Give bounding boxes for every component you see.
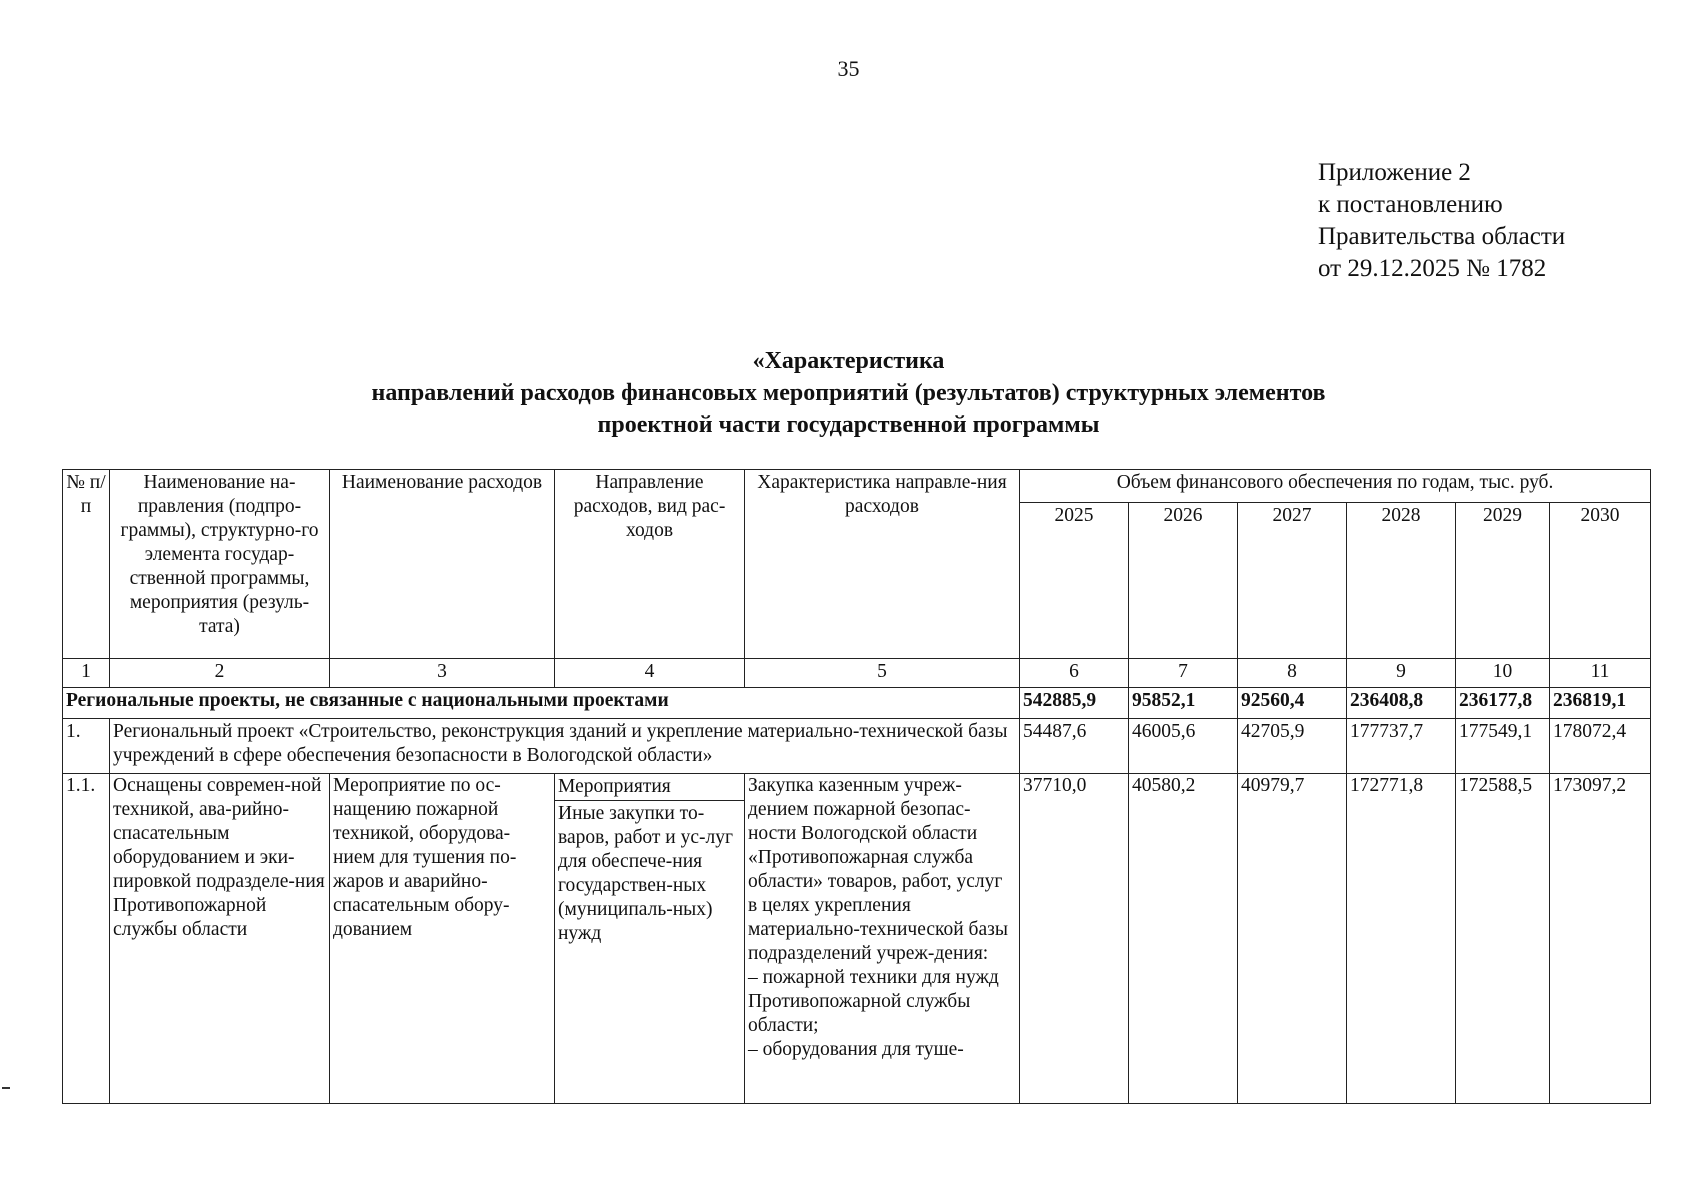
- column-number: 5: [745, 659, 1020, 688]
- project-num: 1.: [63, 719, 110, 774]
- header-expense-name: Наименование расходов: [330, 470, 555, 659]
- expense-characteristics-table: [62, 469, 1651, 1104]
- header-year: 2029: [1456, 503, 1550, 659]
- project-value: 54487,6: [1020, 719, 1129, 774]
- column-number: 10: [1456, 659, 1550, 688]
- column-number: 8: [1238, 659, 1347, 688]
- appendix-line: к постановлению: [1318, 191, 1503, 218]
- item-value: 172588,5: [1456, 774, 1550, 1104]
- column-number: 1: [63, 659, 110, 688]
- header-year: 2027: [1238, 503, 1347, 659]
- header-num: № п/п: [63, 470, 110, 659]
- appendix-line: Правительства области: [1318, 223, 1566, 250]
- appendix-line: Приложение 2: [1318, 159, 1471, 186]
- project-row: [63, 719, 1651, 774]
- column-numbers-row: [63, 659, 1651, 688]
- item-direction-type: Мероприятия: [555, 774, 744, 801]
- header-direction: Направление расходов, вид рас-ходов: [555, 470, 745, 659]
- scan-edge-mark: [2, 1087, 10, 1089]
- header-year: 2028: [1347, 503, 1456, 659]
- title-line: направлений расходов финансовых мероприятий (результатов) структурных элементов: [371, 380, 1326, 406]
- project-value: 46005,6: [1129, 719, 1238, 774]
- header-name: Наименование на-правления (подпро-граммы), структурно-го элемента государ-ственной программы, мероприятия (резуль-тата): [110, 470, 330, 659]
- project-value: 178072,4: [1550, 719, 1651, 774]
- column-number: 11: [1550, 659, 1651, 688]
- project-value: 177737,7: [1347, 719, 1456, 774]
- appendix-line: от 29.12.2025 № 1782: [1318, 255, 1547, 282]
- column-number: 2: [110, 659, 330, 688]
- header-year: 2025: [1020, 503, 1129, 659]
- project-label: Региональный проект «Строительство, реконструкция зданий и укрепление материально-технической базы учреждений в сфере обеспечения безопасности в Вологодской области»: [110, 719, 1020, 774]
- item-row: [63, 774, 1651, 1104]
- item-characteristic-text: Закупка казенным учреж-дением пожарной безопас-ности Вологодской области «Противопожарная служба области» товаров, работ, услуг в целях укрепления материально-технической базы подразделений учреж-дения:: [748, 775, 1008, 964]
- item-expense-name: Мероприятие по ос-нащению пожарной техникой, оборудова-нием для тушения по-жаров и аварийно-спасательным обору-дованием: [330, 774, 555, 1104]
- item-name: Оснащены современ-ной техникой, ава-рийно-спасательным оборудованием и эки-пировкой подразделе-ния Противопожарной службы области: [110, 774, 330, 1104]
- item-num: 1.1.: [63, 774, 110, 1104]
- page-number: 35: [837, 56, 860, 81]
- column-number: 7: [1129, 659, 1238, 688]
- item-direction: [555, 774, 745, 1104]
- section-value: 92560,4: [1238, 688, 1347, 719]
- item-value: 172771,8: [1347, 774, 1456, 1104]
- title-line: проектной части государственной программы: [597, 412, 1100, 438]
- section-value: 236819,1: [1550, 688, 1651, 719]
- project-value: 177549,1: [1456, 719, 1550, 774]
- section-value: 95852,1: [1129, 688, 1238, 719]
- section-value: 236177,8: [1456, 688, 1550, 719]
- item-characteristic-bullet: – пожарной техники для нужд Противопожарной службы области;: [748, 967, 999, 1036]
- item-characteristic-bullet: – оборудования для туше-: [748, 1039, 964, 1060]
- item-value: 40580,2: [1129, 774, 1238, 1104]
- header-year: 2030: [1550, 503, 1651, 659]
- project-value: 42705,9: [1238, 719, 1347, 774]
- appendix-reference: [1318, 157, 1565, 285]
- column-number: 9: [1347, 659, 1456, 688]
- title-line: «Характеристика: [752, 348, 945, 374]
- item-value: 40979,7: [1238, 774, 1347, 1104]
- document-title: [0, 345, 1697, 441]
- table-header-row: [63, 470, 1651, 503]
- item-value: 37710,0: [1020, 774, 1129, 1104]
- column-number: 4: [555, 659, 745, 688]
- header-characteristic: Характеристика направле-ния расходов: [745, 470, 1020, 659]
- section-label: Региональные проекты, не связанные с национальными проектами: [63, 688, 1020, 719]
- item-value: 173097,2: [1550, 774, 1651, 1104]
- section-row: [63, 688, 1651, 719]
- item-direction-kind: Иные закупки то-варов, работ и ус-луг для обеспече-ния государствен-ных (муниципаль-ных) нужд: [558, 803, 733, 944]
- section-value: 236408,8: [1347, 688, 1456, 719]
- header-year: 2026: [1129, 503, 1238, 659]
- header-funding: Объем финансового обеспечения по годам, тыс. руб.: [1020, 470, 1651, 503]
- column-number: 3: [330, 659, 555, 688]
- section-value: 542885,9: [1020, 688, 1129, 719]
- column-number: 6: [1020, 659, 1129, 688]
- item-characteristic: [745, 774, 1020, 1104]
